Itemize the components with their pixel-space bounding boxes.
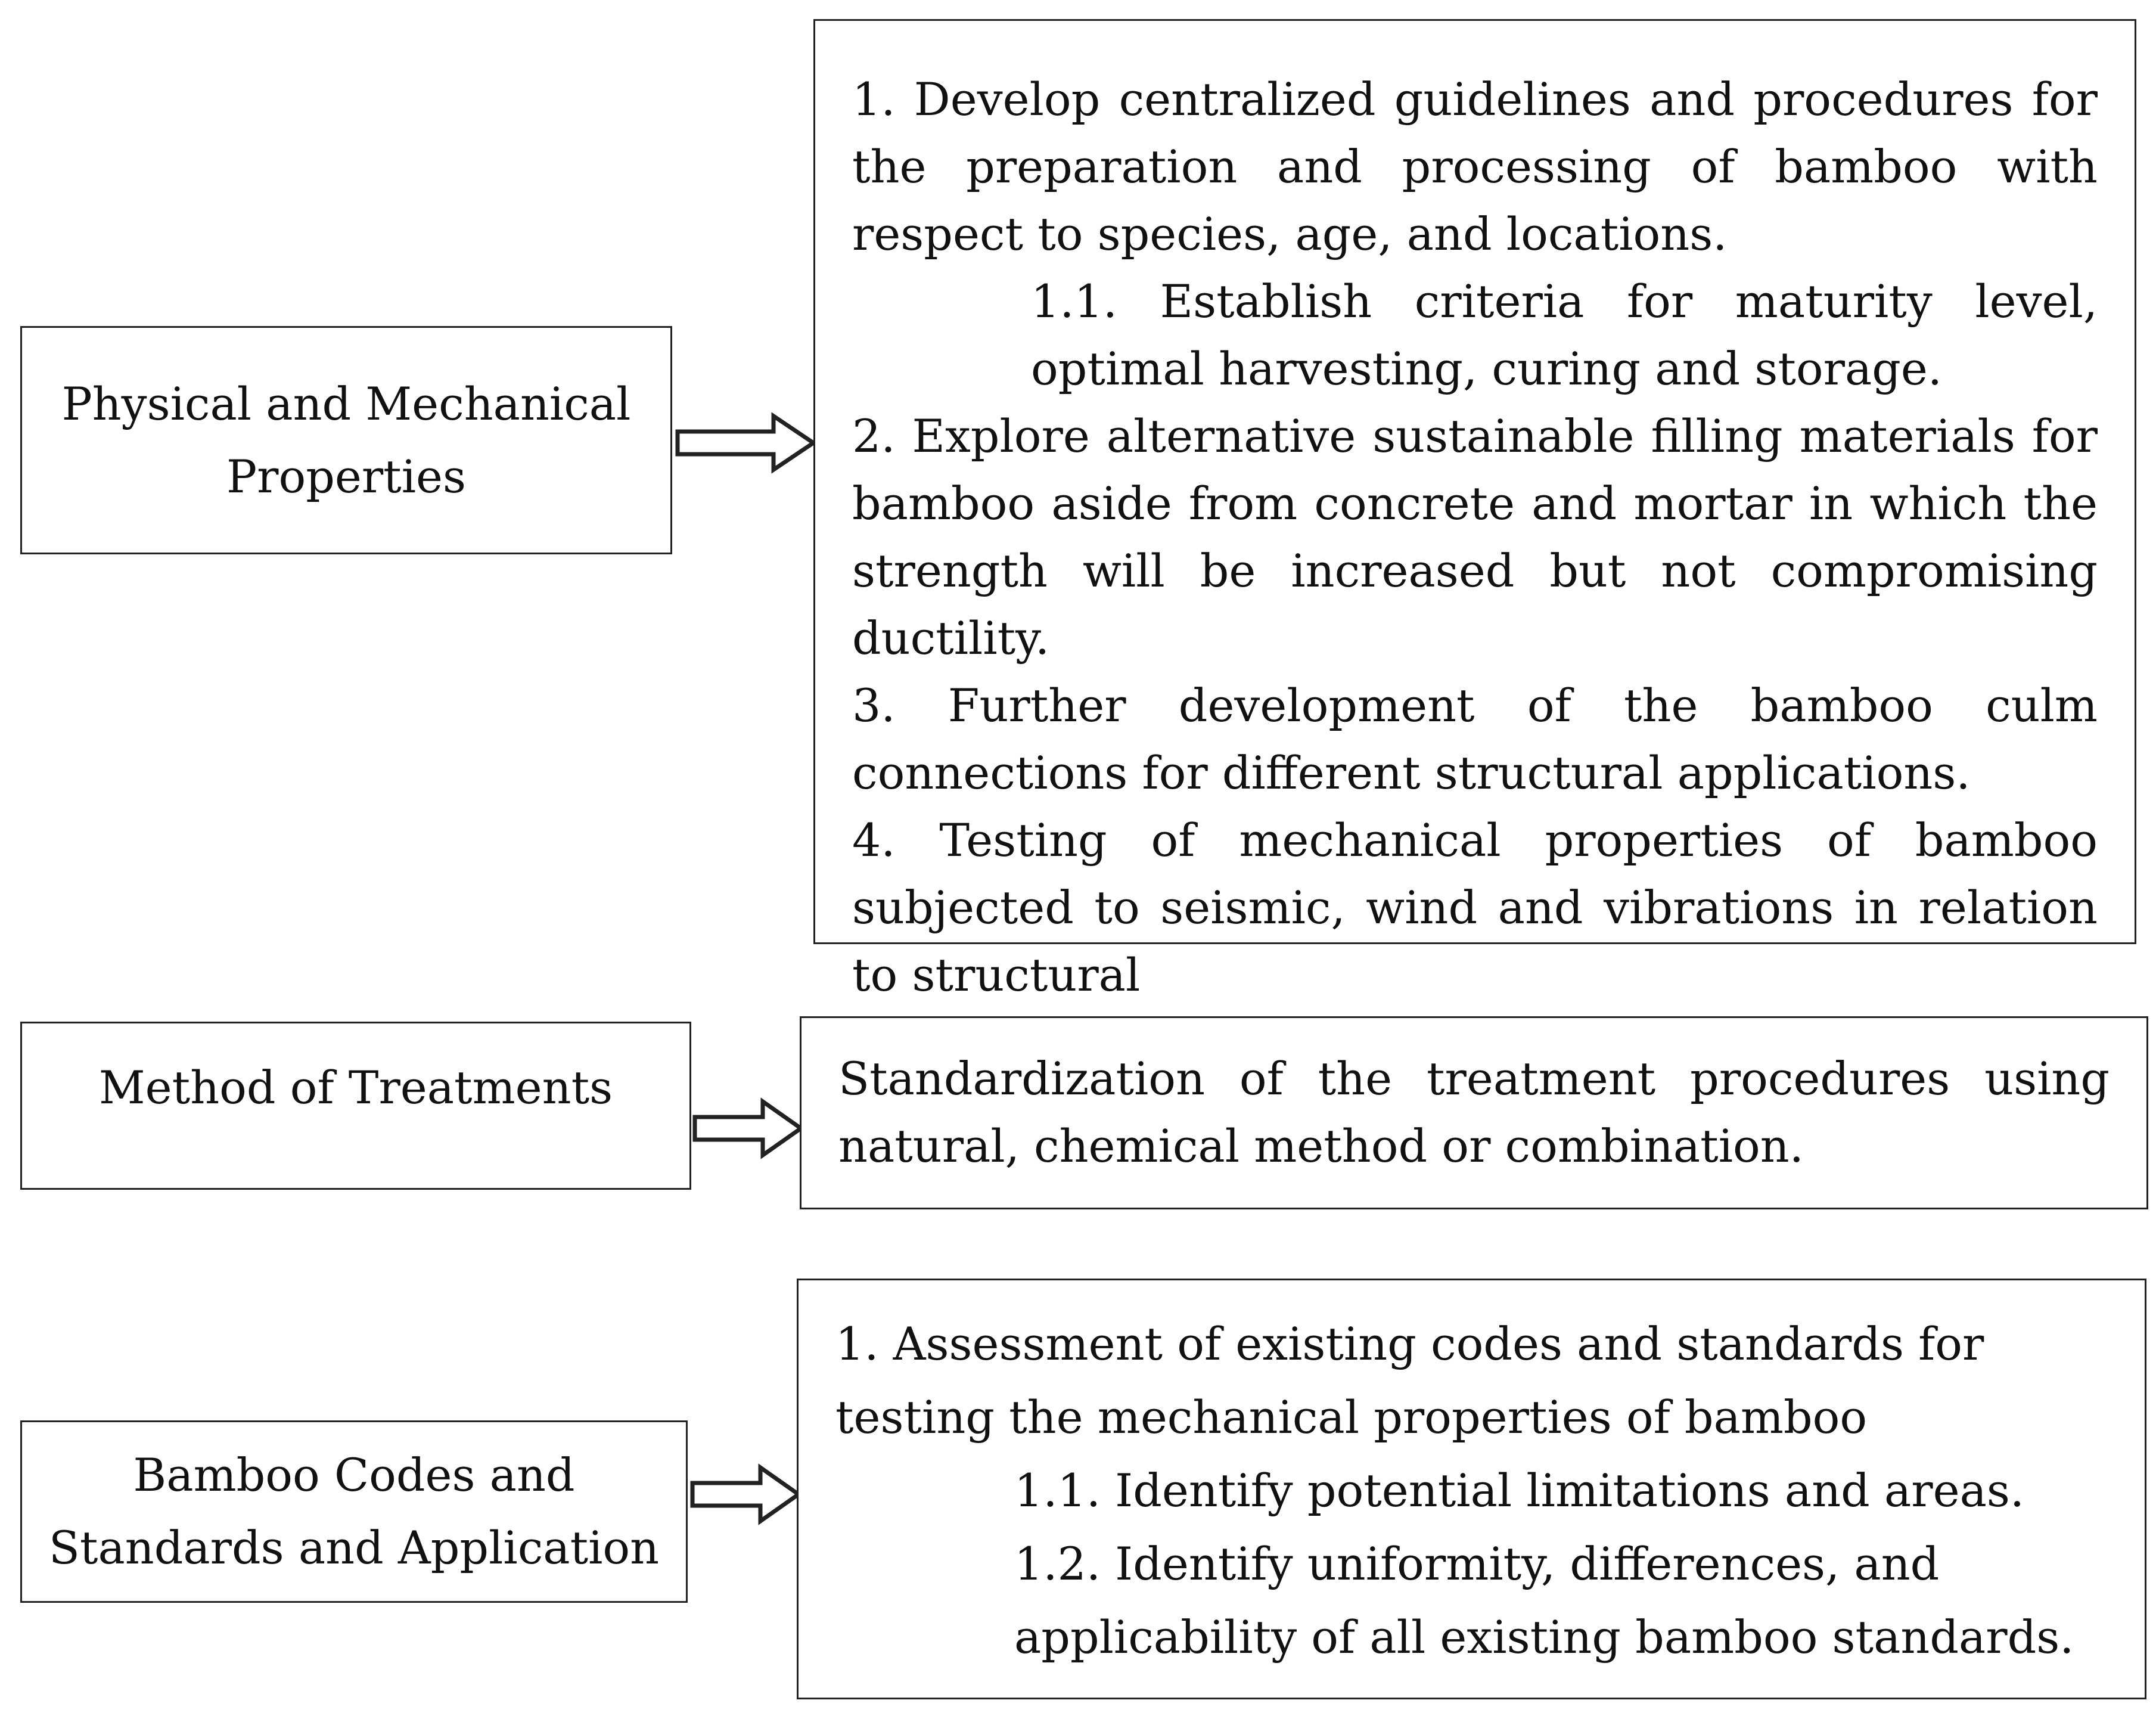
recommendation-item: 1. Assessment of existing codes and standards for testing the mechanical properties of bamboo [835,1317,1984,1444]
recommendation-item: 1. Develop centralized guidelines and procedures for the preparation and processing of bamboo with respect to species, age, and locations. [852,73,2098,260]
recommendation-item: Standardization of the treatment procedures using natural, chemical method or combination. [838,1052,2110,1172]
recommendation-box-bamboo-codes-standards [797,1279,2146,1699]
recommendation-item: 4. Testing of mechanical properties of bamboo subjected to seismic, wind and vibrations in relation to structural [852,814,2098,1001]
category-label: Bamboo Codes and Standards and Application [48,1448,660,1574]
category-label: Physical and Mechanical Properties [61,377,631,503]
recommendation-item: 3. Further development of the bamboo culm connections for different structural applications. [852,679,2098,799]
category-box-bamboo-codes-standards [20,1420,688,1603]
recommendation-box-physical-mechanical [813,19,2136,1001]
recommendation-subitem: 1.1. Identify potential limitations and areas. [1014,1464,2025,1517]
recommendation-subitem: 1.1. Establish criteria for maturity level, optimal harvesting, curing and storage. [1031,275,2098,395]
category-box-physical-mechanical [20,326,672,554]
right-arrow-icon [690,1465,803,1524]
category-box-method-of-treatments [20,1022,691,1190]
right-arrow-icon [675,413,818,473]
recommendation-item: 2. Explore alternative sustainable filling materials for bamboo aside from concrete and mortar in which the strength will be increased but not compromising ductility. [852,409,2098,665]
category-label: Method of Treatments [98,1061,613,1114]
right-arrow-icon [692,1099,806,1158]
recommendation-subitem: 1.2. Identify uniformity, differences, and applicability of all existing bamboo standards. [1014,1537,2074,1664]
recommendation-box-method-of-treatments [800,1016,2148,1209]
